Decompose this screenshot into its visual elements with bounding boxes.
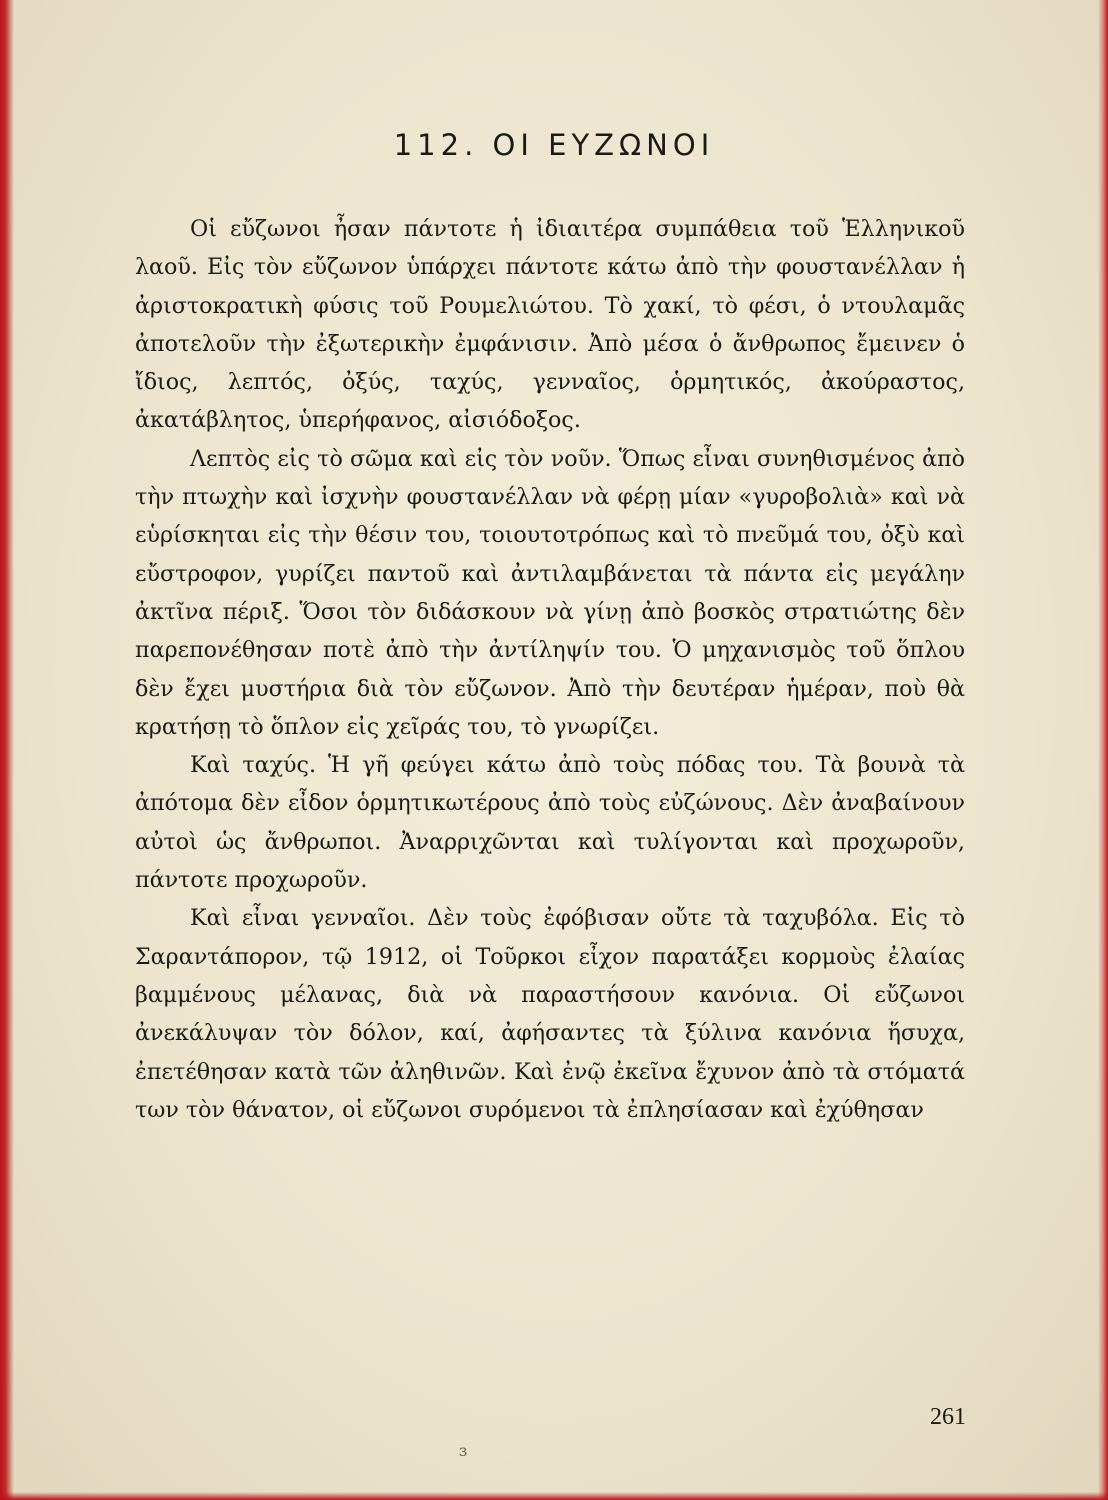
chapter-body xyxy=(135,210,965,1129)
paragraph-2: Λεπτὸς εἰς τὸ σῶμα καὶ εἰς τὸν νοῦν. Ὅπως εἶναι συνηθισμένος ἀπὸ τὴν πτωχὴν καὶ ἰσχνὴν φουστανέλλαν νὰ φέρῃ μίαν «γυροβολιὰ» καὶ νὰ εὑρίσκηται εἰς τὴν θέσιν του, τοιουτοτρόπως καὶ τὸ πνεῦμά του, ὀξὺ καὶ εὔστροφον, γυρίζει παντοῦ καὶ ἀντιλαμβάνεται τὰ πάντα εἰς μεγάλην ἀκτῖνα πέριξ. Ὅσοι τὸν διδάσκουν νὰ γίνῃ ἀπὸ βοσκὸς στρατιώτης δὲν παρεπονέθησαν ποτὲ ἀπὸ τὴν ἀντίληψίν του. Ὁ μηχανισμὸς τοῦ ὅπλου δὲν ἔχει μυστήρια διὰ τὸν εὔζωνον. Ἀπὸ τὴν δευτέραν ἡμέραν, ποὺ θὰ κρατήσῃ τὸ ὅπλον εἰς χεῖράς του, τὸ γνωρίζει. xyxy=(135,445,965,740)
bottom-mark: ɜ xyxy=(459,1441,468,1460)
page-edge-left xyxy=(0,0,14,1500)
chapter-title: 112. ΟΙ ΕΥΖΩΝΟΙ xyxy=(393,128,715,162)
paragraph-4: Καὶ εἶναι γενναῖοι. Δὲν τοὺς ἐφόβισαν οὔτε τὰ ταχυβόλα. Εἰς τὸ Σαραντάπορον, τῷ 1912, οἱ Τοῦρκοι εἶχον παρατάξει κορμοὺς ἐλαίας βαμμένους μέλανας, διὰ νὰ παραστήσουν κανόνια. Οἱ εὔζωνοι ἀνεκάλυψαν τὸν δόλον, καί, ἀφήσαντες τὰ ξύλινα κανόνια ἥσυχα, ἐπετέθησαν κατὰ τῶν ἀληθινῶν. Καὶ ἐνῷ ἐκεῖνα ἔχυνον ἀπὸ τὰ στόματά των τὸν θάνατον, οἱ εὔζωνοι συρόμενοι τὰ ἐπλησίασαν καὶ ἐχύθησαν xyxy=(135,905,965,1123)
page-edge-right xyxy=(1098,0,1108,1500)
paragraph-1: Οἱ εὔζωνοι ἦσαν πάντοτε ἡ ἰδιαιτέρα συμπάθεια τοῦ Ἑλληνικοῦ λαοῦ. Εἰς τὸν εὔζωνον ὑπάρχει πάντοτε κάτω ἀπὸ τὴν φουστανέλλαν ἡ ἀριστοκρατικὴ φύσις τοῦ Ρουμελιώτου. Τὸ χακί, τὸ φέσι, ὁ ντουλαμᾶς ἀποτελοῦν τὴν ἐξωτερικὴν ἐμφάνισιν. Ἀπὸ μέσα ὁ ἄνθρωπος ἔμεινεν ὁ ἴδιος, λεπτός, ὀξύς, ταχύς, γενναῖος, ὁρμητικός, ἀκούραστος, ἀκατάβλητος, ὑπερήφανος, αἰσιόδοξος. xyxy=(135,216,965,434)
paragraph-3: Καὶ ταχύς. Ἡ γῆ φεύγει κάτω ἀπὸ τοὺς πόδας του. Τὰ βουνὰ τὰ ἀπότομα δὲν εἶδον ὁρμητικωτέρους ἀπὸ τοὺς εὐζώνους. Δὲν ἀναβαίνουν αὐτοὶ ὡς ἄνθρωποι. Ἀναρριχῶνται καὶ τυλίγονται καὶ προχωροῦν, πάντοτε προχωροῦν. xyxy=(135,752,965,894)
page-edge-bottom xyxy=(0,1492,1108,1500)
page-number: 261 xyxy=(930,1404,966,1430)
